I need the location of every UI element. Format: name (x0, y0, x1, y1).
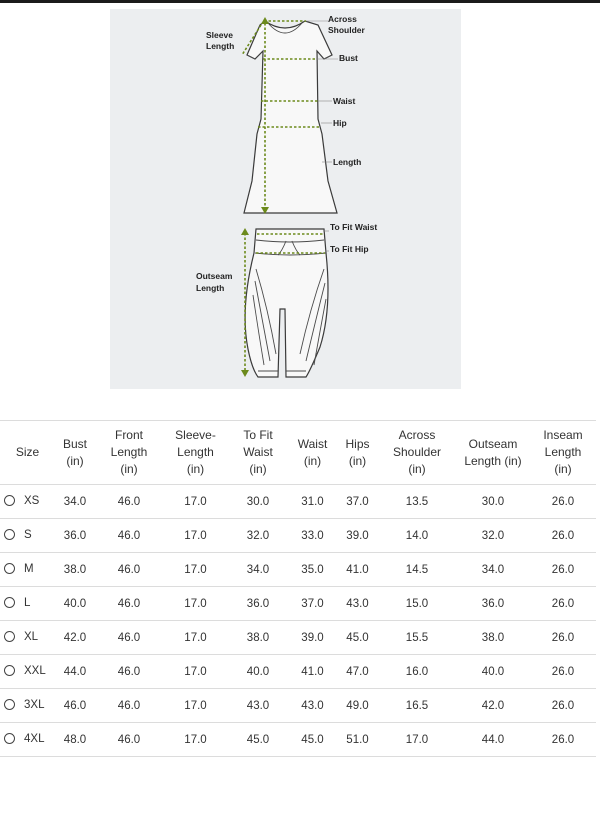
cell-front-length: 46.0 (95, 519, 163, 553)
cell-to-fit-waist: 43.0 (228, 689, 288, 723)
cell-to-fit-waist: 40.0 (228, 655, 288, 689)
cell-waist: 45.0 (288, 723, 337, 757)
cell-waist: 39.0 (288, 621, 337, 655)
cell-waist: 33.0 (288, 519, 337, 553)
header-bust: Bust (in) (55, 421, 95, 485)
cell-front-length: 46.0 (95, 587, 163, 621)
cell-waist: 41.0 (288, 655, 337, 689)
size-option[interactable]: 4XL (0, 723, 55, 757)
arrow-icon (261, 17, 269, 24)
table-row[interactable] (0, 519, 596, 553)
radio-button[interactable] (4, 631, 15, 642)
cell-hips: 41.0 (337, 553, 378, 587)
radio-button[interactable] (4, 665, 15, 676)
cell-bust: 34.0 (55, 485, 95, 519)
cell-outseam-length: 40.0 (456, 655, 530, 689)
cell-front-length: 46.0 (95, 689, 163, 723)
size-option[interactable]: XL (0, 621, 55, 655)
cell-across-shoulder: 15.0 (378, 587, 456, 621)
cell-hips: 51.0 (337, 723, 378, 757)
arrow-icon (241, 228, 249, 235)
header-front-length: Front Length (in) (95, 421, 163, 485)
header-to-fit-waist: To Fit Waist (in) (228, 421, 288, 485)
size-option[interactable]: S (0, 519, 55, 553)
cell-sleeve-length: 17.0 (163, 621, 228, 655)
radio-button[interactable] (4, 563, 15, 574)
label-outseam-length-2: Length (196, 283, 225, 293)
label-to-fit-waist: To Fit Waist (330, 222, 378, 232)
cell-to-fit-waist: 36.0 (228, 587, 288, 621)
cell-to-fit-waist: 38.0 (228, 621, 288, 655)
cell-inseam-length: 26.0 (530, 655, 596, 689)
header-outseam-length: Outseam Length (in) (456, 421, 530, 485)
header-sleeve-length: Sleeve- Length (in) (163, 421, 228, 485)
cell-outseam-length: 38.0 (456, 621, 530, 655)
cell-bust: 48.0 (55, 723, 95, 757)
label-sleeve-length-2: Length (206, 41, 235, 51)
label-bust: Bust (339, 53, 358, 63)
cell-hips: 39.0 (337, 519, 378, 553)
arrow-icon (241, 370, 249, 377)
cell-hips: 43.0 (337, 587, 378, 621)
cell-waist: 43.0 (288, 689, 337, 723)
garment-illustration (110, 9, 461, 389)
top-border (0, 0, 600, 3)
size-option[interactable]: XS (0, 485, 55, 519)
label-sleeve-length-1: Sleeve (206, 30, 233, 40)
table-header-row (0, 421, 596, 485)
header-hips: Hips (in) (337, 421, 378, 485)
header-size: Size (0, 421, 55, 485)
cell-bust: 46.0 (55, 689, 95, 723)
cell-front-length: 46.0 (95, 621, 163, 655)
cell-inseam-length: 26.0 (530, 553, 596, 587)
radio-button[interactable] (4, 495, 15, 506)
cell-front-length: 46.0 (95, 485, 163, 519)
cell-across-shoulder: 14.5 (378, 553, 456, 587)
size-guide-diagram (110, 9, 461, 389)
table-row[interactable] (0, 621, 596, 655)
cell-inseam-length: 26.0 (530, 587, 596, 621)
cell-outseam-length: 36.0 (456, 587, 530, 621)
cell-front-length: 46.0 (95, 723, 163, 757)
cell-across-shoulder: 14.0 (378, 519, 456, 553)
cell-to-fit-waist: 34.0 (228, 553, 288, 587)
cell-bust: 38.0 (55, 553, 95, 587)
cell-bust: 44.0 (55, 655, 95, 689)
cell-outseam-length: 44.0 (456, 723, 530, 757)
label-waist: Waist (333, 96, 356, 106)
label-length: Length (333, 157, 362, 167)
header-inseam-length: Inseam Length (in) (530, 421, 596, 485)
cell-across-shoulder: 16.0 (378, 655, 456, 689)
size-option[interactable]: 3XL (0, 689, 55, 723)
cell-across-shoulder: 17.0 (378, 723, 456, 757)
cell-to-fit-waist: 30.0 (228, 485, 288, 519)
cell-sleeve-length: 17.0 (163, 519, 228, 553)
label-hip: Hip (333, 118, 347, 128)
cell-front-length: 46.0 (95, 655, 163, 689)
cell-inseam-length: 26.0 (530, 519, 596, 553)
table-row[interactable] (0, 553, 596, 587)
header-across-shoulder: Across Shoulder (in) (378, 421, 456, 485)
cell-inseam-length: 26.0 (530, 621, 596, 655)
size-option[interactable]: M (0, 553, 55, 587)
cell-waist: 35.0 (288, 553, 337, 587)
header-waist: Waist (in) (288, 421, 337, 485)
cell-outseam-length: 42.0 (456, 689, 530, 723)
cell-sleeve-length: 17.0 (163, 485, 228, 519)
cell-outseam-length: 34.0 (456, 553, 530, 587)
cell-sleeve-length: 17.0 (163, 655, 228, 689)
cell-sleeve-length: 17.0 (163, 723, 228, 757)
cell-bust: 42.0 (55, 621, 95, 655)
cell-outseam-length: 32.0 (456, 519, 530, 553)
size-option[interactable]: XXL (0, 655, 55, 689)
cell-sleeve-length: 17.0 (163, 689, 228, 723)
cell-bust: 36.0 (55, 519, 95, 553)
cell-hips: 49.0 (337, 689, 378, 723)
cell-waist: 31.0 (288, 485, 337, 519)
radio-button[interactable] (4, 529, 15, 540)
label-outseam-length-1: Outseam (196, 271, 233, 281)
label-across-shoulder-2: Shoulder (328, 25, 365, 35)
table-row[interactable] (0, 655, 596, 689)
cell-waist: 37.0 (288, 587, 337, 621)
label-to-fit-hip: To Fit Hip (330, 244, 369, 254)
cell-bust: 40.0 (55, 587, 95, 621)
cell-to-fit-waist: 45.0 (228, 723, 288, 757)
cell-sleeve-length: 17.0 (163, 553, 228, 587)
cell-across-shoulder: 13.5 (378, 485, 456, 519)
table-row[interactable] (0, 723, 596, 757)
cell-hips: 45.0 (337, 621, 378, 655)
table-row[interactable] (0, 689, 596, 723)
radio-button[interactable] (4, 699, 15, 710)
size-chart-table (0, 420, 596, 757)
cell-across-shoulder: 15.5 (378, 621, 456, 655)
cell-inseam-length: 26.0 (530, 689, 596, 723)
cell-inseam-length: 26.0 (530, 723, 596, 757)
radio-button[interactable] (4, 597, 15, 608)
table-row[interactable] (0, 485, 596, 519)
cell-hips: 37.0 (337, 485, 378, 519)
size-option[interactable]: L (0, 587, 55, 621)
table-row[interactable] (0, 587, 596, 621)
cell-hips: 47.0 (337, 655, 378, 689)
cell-across-shoulder: 16.5 (378, 689, 456, 723)
label-across-shoulder-1: Across (328, 14, 357, 24)
cell-to-fit-waist: 32.0 (228, 519, 288, 553)
cell-inseam-length: 26.0 (530, 485, 596, 519)
radio-button[interactable] (4, 733, 15, 744)
cell-sleeve-length: 17.0 (163, 587, 228, 621)
cell-front-length: 46.0 (95, 553, 163, 587)
cell-outseam-length: 30.0 (456, 485, 530, 519)
kurta-outline (244, 21, 337, 213)
